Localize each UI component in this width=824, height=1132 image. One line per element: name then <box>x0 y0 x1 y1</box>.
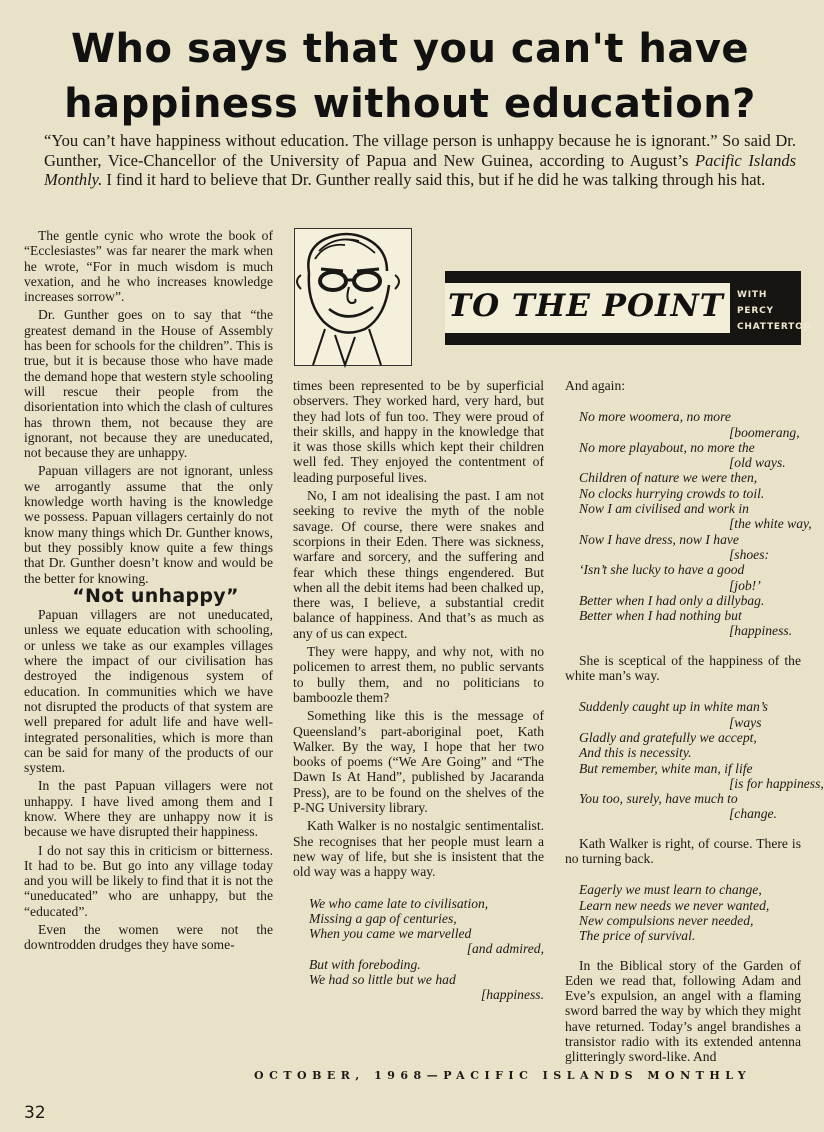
poem-line: ‘Isn’t she lucky to have a good <box>579 562 745 578</box>
paragraph: Papuan villagers are not uneducated, unless we equate education with schooling, or unless we take as our examples villages where the impact of our civilisation has destroyed the indigenous system of education. In communities which we have not disrupted the products of that system are well prepared for adult life and have well-integrated personalities, which is more than can be said for many of the products of our system. <box>24 607 273 776</box>
poem-line: [the white way, <box>729 516 812 532</box>
byline-with: WITH <box>737 290 768 300</box>
paragraph: Even the women were not the downtrodden drudges they have some- <box>24 922 273 953</box>
poem-line: [job!’ <box>729 577 761 593</box>
poem-line: [happiness. <box>480 987 544 1003</box>
intro-paragraph <box>44 131 796 190</box>
intro-publication: Pacific Islands Monthly. <box>44 150 796 189</box>
poem-line: [happiness. <box>729 623 793 639</box>
poem-line: [shoes: <box>729 546 770 562</box>
banner-title-panel <box>445 283 730 333</box>
poem-line: [and admired, <box>466 941 544 957</box>
headline <box>60 22 760 132</box>
text-column-2 <box>293 378 544 1017</box>
column-title: TO THE POINT <box>448 288 724 324</box>
paragraph: Kath Walker is no nostalgic sentimentalist. She recognises that her people must learn a new way of life, but she is insistent that the old way was a happy way. <box>293 818 544 880</box>
poem-line: And this is necessity. <box>579 745 692 761</box>
caricature-drawing-icon <box>295 229 411 365</box>
subheading: “Not unhappy” <box>72 584 239 607</box>
paragraph: Dr. Gunther goes on to say that “the greatest demand in the House of Assembly has been for schools for the children”. This is true, but it is because those who have made the demand hope that western style schooling will rescue their people from the disorientation into which the clash of cultures has thrown them, not because they are ignorant, not because they are uneducated, not because they are unhappy. <box>24 307 273 461</box>
poem-line: But with foreboding. <box>309 956 421 972</box>
poem-line: We who came late to civilisation, <box>309 895 489 911</box>
paragraph: In the Biblical story of the Garden of Eden we read that, following Adam and Eve’s expulsion, an angel with a flaming sword barred the way by which they might have returned. Today’s angel brandishes a transistor radio with its extended antenna glitteringly sword-like. And <box>565 957 801 1065</box>
paragraph: In the past Papuan villagers were not unhappy. I have lived among them and I know. Where they are unhappy now it is because we have disrupted their happiness. <box>24 778 273 840</box>
paragraph: Something like this is the message of Queensland’s part-aboriginal poet, Kath Walker. By the way, I hope that her two books of poems (“We Are Going” and “The Dawn Is At Hand”, published by Jacaranda Press), are to be found on the shelves of the P-NG University library. <box>293 708 544 816</box>
byline <box>737 287 812 335</box>
column-banner <box>445 271 812 345</box>
poem-line: [is for happiness, <box>729 775 824 791</box>
paragraph: Kath Walker is right, of course. There is no turning back. <box>565 835 801 867</box>
paragraph: The gentle cynic who wrote the book of “Ecclesiastes” was far nearer the mark when he wrote, “For in much wisdom is much vexation, and he who increases knowledge increases sorrow”. <box>24 228 273 305</box>
paragraph: She is sceptical of the happiness of the white man’s way. <box>565 652 801 684</box>
text-column-3 <box>565 378 824 1068</box>
headline-line-1: Who says that you can't have <box>70 26 750 72</box>
poem-line: Learn new needs we never wanted, <box>579 897 770 913</box>
columnist-caricature <box>294 228 412 366</box>
paragraph: No, I am not idealising the past. I am not seeking to revive the myth of the noble savage. Of course, there were snakes and scorpions in their Eden. There was sickness, warfare and sorcery, and the suffering and fear which these things engendered. But when all the debit items had been chalked up, there was, I believe, a substantial credit balance of happiness. And that’s as much as any of us can expect. <box>293 488 544 641</box>
poem-line: The price of survival. <box>579 928 696 944</box>
poem-line: Eagerly we must learn to change, <box>579 882 762 898</box>
poem-line: [boomerang, <box>729 424 800 440</box>
poem-line: Better when I had only a dillybag. <box>579 592 765 608</box>
intro-text-a: “You can’t have happiness without education. The village person is unhappy because he is ignorant.” So said Dr. Gunther, Vice-Chancellor of the University of Papua and New Guinea, according to August’s <box>44 131 796 170</box>
poem-excerpt <box>579 409 812 639</box>
poem-line: New compulsions never needed, <box>579 912 754 928</box>
poem-line: Now I have dress, now I have <box>579 531 739 547</box>
intro-text-b: I find it hard to believe that Dr. Gunther really said this, but if he did he was talking through his hat. <box>102 170 766 189</box>
poem-line: Children of nature we were then, <box>579 470 758 486</box>
text-column-1 <box>24 228 273 956</box>
poem-line: Missing a gap of centuries, <box>309 910 457 926</box>
poem-line: [ways <box>729 714 762 730</box>
paragraph: Papuan villagers are not ignorant, unless we arrogantly assume that the only knowledge worth having is the knowledge we possess. Papuan villagers certainly do not know many things which Dr. Gunther knows, but they possibly know quite a few things that Dr. Gunther doesn’t know and would be the better for knowing. <box>24 463 273 586</box>
poem-line: No more woomera, no more <box>579 409 731 425</box>
poem-line: We had so little but we had <box>309 971 456 987</box>
poem-excerpt <box>579 882 801 943</box>
paragraph: And again: <box>565 378 626 393</box>
poem-line: No more playabout, no more the <box>579 439 755 455</box>
paragraph: They were happy, and why not, with no policemen to arrest them, no public servants to bully them, and no politicians to bamboozle them? <box>293 644 544 705</box>
poem-line: When you came we marvelled <box>309 926 472 942</box>
poem-line: Gladly and gratefully we accept, <box>579 729 757 745</box>
poem-line: Now I am civilised and work in <box>579 501 749 517</box>
poem-line: No clocks hurrying crowds to toil. <box>579 485 765 501</box>
running-footer: OCTOBER, 1968—PACIFIC ISLANDS MONTHLY <box>254 1069 752 1082</box>
poem-line: Suddenly caught up in white man’s <box>579 699 768 715</box>
byline-last-name: CHATTERTON <box>737 322 812 332</box>
poem-line: But remember, white man, if life <box>579 760 753 776</box>
byline-first-name: PERCY <box>737 306 774 316</box>
poem-excerpt <box>579 699 824 822</box>
paragraph: I do not say this in criticism or bitterness. It had to be. But go into any village today and you will be likely to find that it is not the “uneducated” who are unhappy, but the “educated”. <box>24 842 273 919</box>
page-number: 32 <box>24 1103 46 1123</box>
poem-excerpt <box>309 896 544 1003</box>
poem-line: You too, surely, have much to <box>579 791 738 807</box>
headline-line-2: happiness without education? <box>64 81 756 127</box>
poem-line: Better when I had nothing but <box>579 608 742 624</box>
poem-line: [old ways. <box>729 455 786 471</box>
paragraph: times been represented to be by superficial observers. They worked hard, very hard, but they had lots of fun too. They were proud of their skills, and happy in the knowledge that it was those skills which kept their children well fed. They enjoyed the contentment of leading purposeful lives. <box>293 378 544 485</box>
poem-line: [change. <box>729 806 777 822</box>
